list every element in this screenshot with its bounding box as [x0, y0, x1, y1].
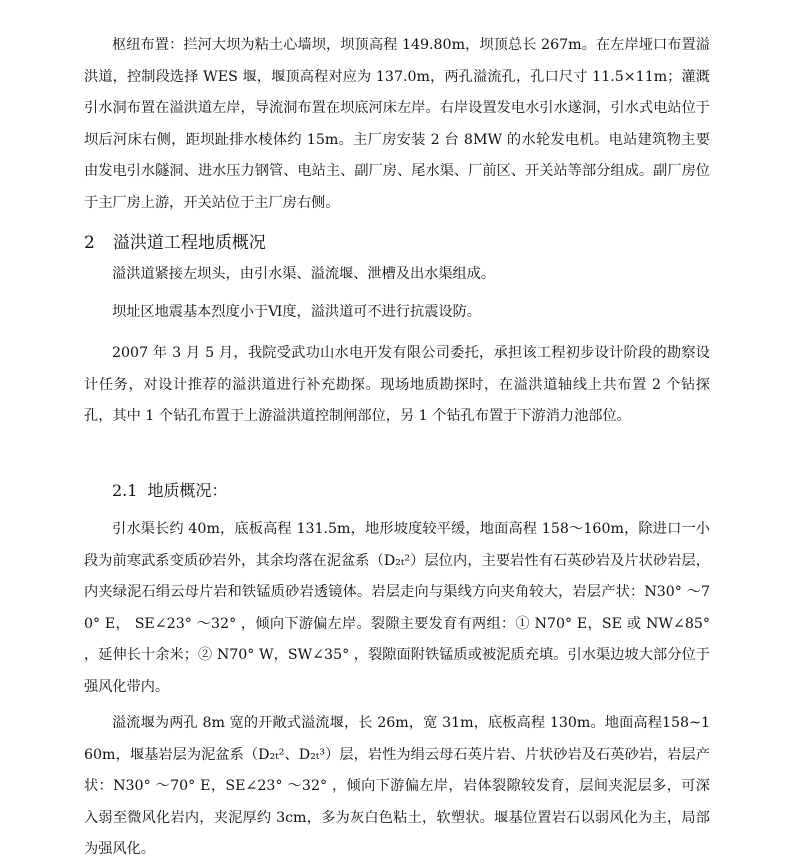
- composition-paragraph: 溢洪道紧接左坝头，由引水渠、溢流堰、泄槽及出水渠组成。: [112, 266, 496, 282]
- seismic-paragraph: 坝址区地震基本烈度小于Ⅵ度，溢洪道可不进行抗震设防。: [112, 304, 481, 320]
- section-2-1-title: 地质概况：: [147, 481, 228, 500]
- weir-paragraph: 溢流堰为两孔 8m 宽的开敞式溢流堰，长 26m，宽 31m，底板高程 130m。地面高程158~160m，堰基岩层为泥盆系（D₂ₜ²、D₂ₜ³）层，岩性为绢云母石英片岩、片状砂岩及石英砂岩，岩层产状：N30° ～70° E，SE∠23° ～32° ，倾向下游偏左岸，岩体裂隙较发育，层间夹泥层多，可深入弱至微风化岩内，夹泥厚约 3cm，多为灰白色粘土，软塑状。堰基位置岩石以弱风化为主，局部为强风化。: [84, 715, 710, 857]
- section-2-1-heading: [112, 478, 227, 501]
- section-2-number: 2: [84, 233, 95, 253]
- section-2-title: 溢洪道工程地质概况: [112, 233, 266, 253]
- section-2-heading: [84, 228, 266, 253]
- intake-channel-paragraph: 引水渠长约 40m，底板高程 131.5m，地形坡度较平缓，地面高程 158～160m，除进口一小段为前寒武系变质砂岩外，其余均落在泥盆系（D₂ₜ²）层位内，主要岩性有石英砂岩及片状砂岩层，内夹绿泥石绢云母片岩和铁锰质砂岩透镜体。岩层走向与渠线方向夹角较大，岩层产状：N30° ～70° E， SE∠23° ～32° ，倾向下游偏左岸。裂隙主要发育有两组：① N70° E，SE 或 NW∠85° ，延伸长十余米；② N70° W，SW∠35° ，裂隙面附铁锰质或被泥质充填。引水渠边坡大部分位于强风化带内。: [84, 521, 710, 695]
- intro-paragraph: 枢纽布置：拦河大坝为粘土心墙坝，坝顶高程 149.80m，坝顶总长 267m。在左岸垭口布置溢洪道，控制段选择 WES 堰，堰顶高程对应为 137.0m，两孔溢流孔，孔口尺寸 11.5×11m；灌溉引水洞布置在溢洪道左岸，导流洞布置在坝底河床左岸。右岸设置发电水引水遂洞，引水式电站位于坝后河床右侧，距坝趾排水棱体约 15m。主厂房安装 2 台 8MW 的水轮发电机。电站建筑物主要由发电引水隧洞、进水压力钢管、电站主、副厂房、尾水渠、厂前区、开关站等部分组成。副厂房位于主厂房上游，开关站位于主厂房右侧。: [84, 37, 710, 211]
- survey-paragraph: 2007 年 3 月 5 月，我院受武功山水电开发有限公司委托，承担该工程初步设计阶段的勘察设计任务，对设计推荐的溢洪道进行补充勘探。现场地质勘探时，在溢洪道轴线上共布置 2 个钻探孔，其中 1 个钻孔布置于上游溢洪道控制闸部位，另 1 个钻孔布置于下游消力池部位。: [84, 345, 710, 424]
- section-2-1-number: 2.1: [112, 481, 138, 500]
